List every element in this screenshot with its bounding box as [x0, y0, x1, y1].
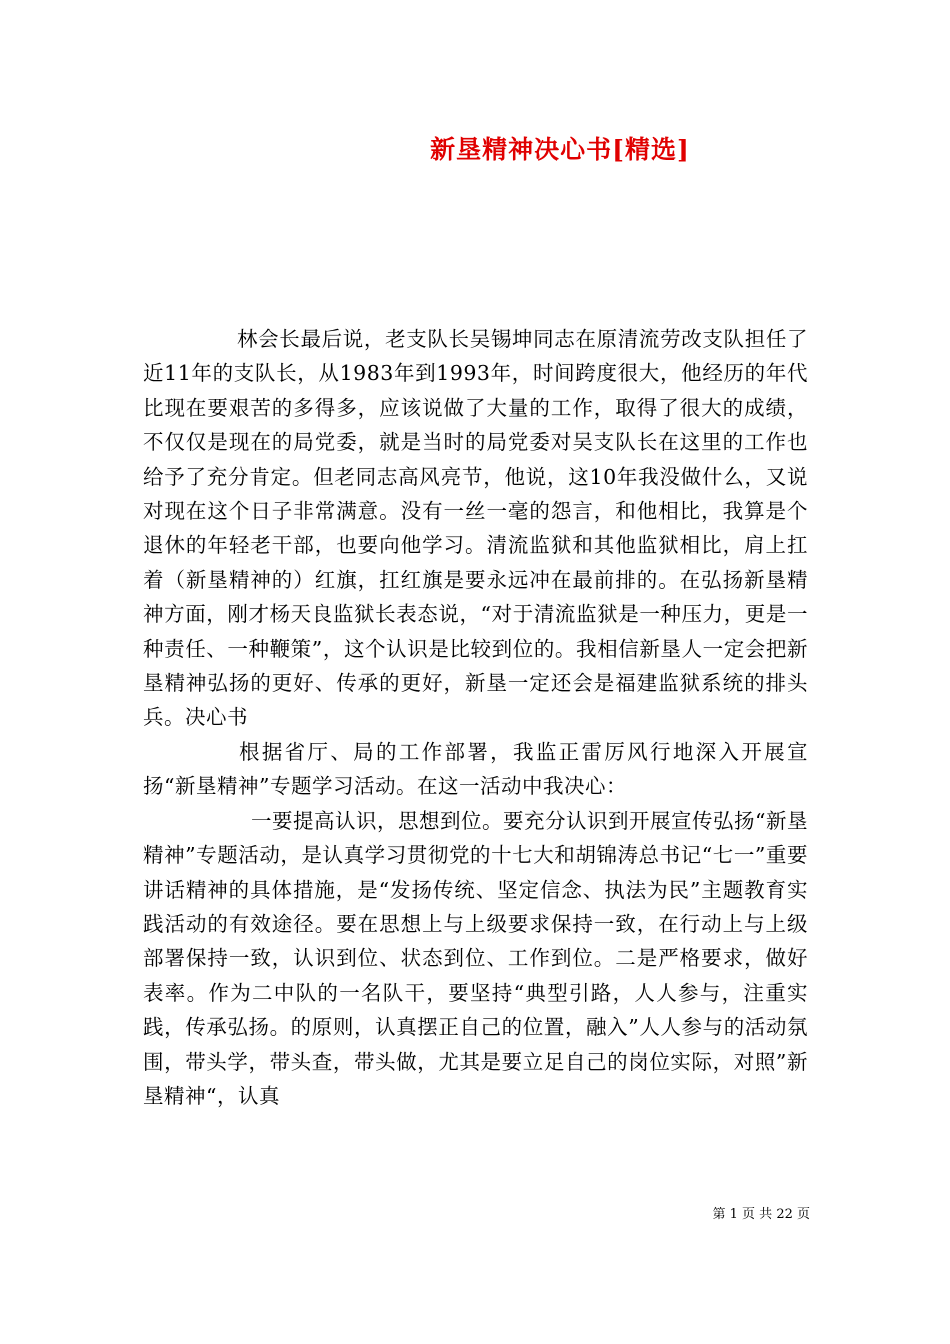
page-number: 第 1 页 共 22 页: [712, 1207, 810, 1222]
document-body: [143, 322, 808, 1113]
paragraph-3: 一要提高认识，思想到位。要充分认识到开展宣传弘扬“新垦精神”专题活动，是认真学习贯彻党的十七大和胡锦涛总书记“七一”重要讲话精神的具体措施，是“发扬传统、坚定信念、执法为民”主题教育实践活动的有效途径。要在思想上与上级要求保持一致，在行动上与上级部署保持一致，认识到位、状态到位、工作到位。二是严格要求，做好表率。作为二中队的一名队干，要坚持“典型引路，人人参与，注重实践，传承弘扬。的原则，认真摆正自己的位置，融入”人人参与的活动氛围，带头学，带头查，带头做，尤其是要立足自己的岗位实际，对照”新垦精神“，认真: [143, 808, 808, 1108]
document-title: 新垦精神决心书[精选]: [430, 135, 690, 164]
paragraph-2: 根据省厅、局的工作部署，我监正雷厉风行地深入开展宣扬“新垦精神”专题学习活动。在这一活动中我决心：: [143, 739, 808, 799]
paragraph-1: 林会长最后说，老支队长吴锡坤同志在原清流劳改支队担任了近11年的支队长，从1983年到1993年，时间跨度很大，他经历的年代比现在要艰苦的多得多，应该说做了大量的工作，取得了很大的成绩，不仅仅是现在的局党委，就是当时的局党委对吴支队长在这里的工作也给予了充分肯定。但老同志高风亮节，他说，这10年我没做什么，又说对现在这个日子非常满意。没有一丝一毫的怨言，和他相比，我算是个退休的年轻老干部，也要向他学习。清流监狱和其他监狱相比，肩上扛着（新垦精神的）红旗，扛红旗是要永远冲在最前排的。在弘扬新垦精神方面，刚才杨天良监狱长表态说，“对于清流监狱是一种压力，更是一种责任、一种鞭策”，这个认识是比较到位的。我相信新垦人一定会把新垦精神弘扬的更好、传承的更好，新垦一定还会是福建监狱系统的排头兵。决心书: [143, 327, 808, 730]
